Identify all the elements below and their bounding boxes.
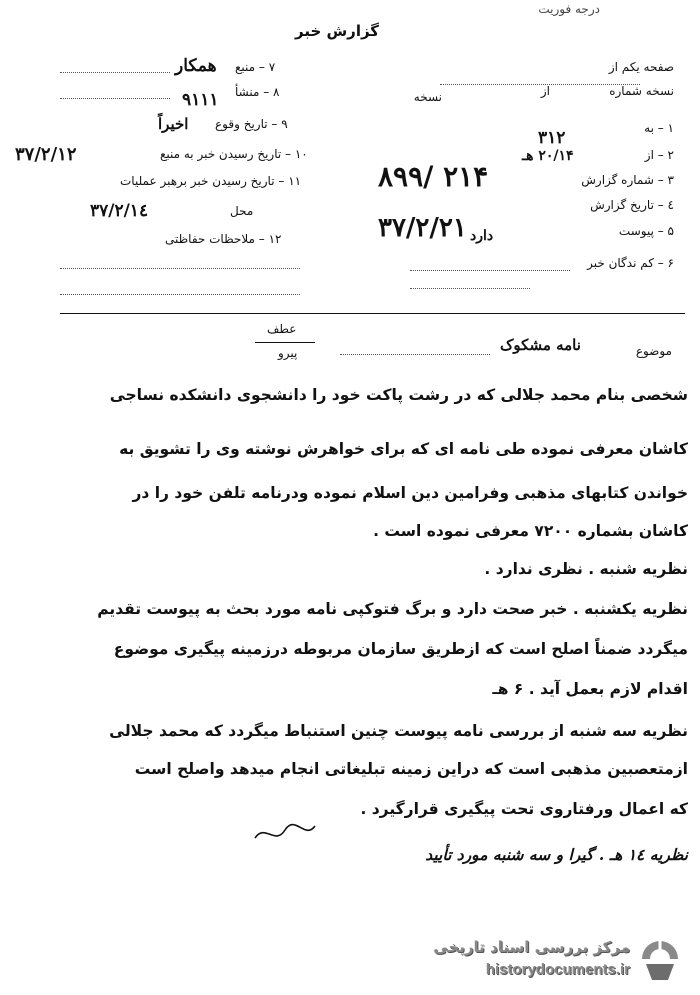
reference-divider [255, 342, 315, 343]
copy-of-label: از [540, 84, 550, 98]
field-7-label: ۷ – منبع [235, 60, 276, 74]
body-line-2: کاشان معرفی نموده طی نامه ای که برای خواهرش نوشته وی را تشویق به [119, 440, 688, 458]
body-line-7: میگردد ضمناً اصلح است که ازطریق سازمان مربوطه درزمینه پیگیری موضوع [113, 640, 688, 658]
field-5-label: ۵ – پیوست [618, 224, 674, 238]
field-8-value: ۹۱۱۱ [182, 90, 219, 110]
body-line-3: خواندن کتابهای مذهبی وفرامین دین اسلام نموده ودرنامه تلفن خود را در [132, 484, 688, 502]
field-7-dots [60, 72, 170, 73]
copy-number-label: نسخه شماره [609, 84, 674, 98]
field-8-dots [60, 98, 170, 99]
field-1-label: ۱ – به [644, 121, 674, 135]
follow-up-label: پیرو [278, 346, 298, 360]
field-2-label: ۲ – از [644, 148, 674, 162]
field-12-label: ۱۲ – ملاحظات حفاظتی [165, 232, 282, 246]
field-10-value: ۳۷/۲/۱۲ [15, 144, 77, 165]
field-4-label: ٤ – تاریخ گزارش [590, 198, 674, 212]
field-9-label: ۹ – تاریخ وقوع [215, 117, 288, 131]
watermark [418, 930, 688, 988]
field-3-value: ۸۹۹/ ۲۱۴ [378, 160, 489, 193]
field-10-label: ۱۰ – تاریخ رسیدن خبر به منبع [160, 147, 308, 161]
body-line-1: شخصی بنام محمد جلالی که در رشت پاکت خود را دانشجوی دانشکده نساجی [109, 386, 688, 404]
field-6-dots-2 [410, 288, 530, 289]
page-dots [440, 84, 640, 85]
section-divider [60, 313, 685, 314]
body-line-8: اقدام لازم بعمل آید . ۶ هـ [492, 680, 688, 698]
field-4-value: ۳۷/۲/۲۱ [378, 213, 467, 243]
copy-suffix-label: نسخه [413, 90, 442, 104]
body-line-11: که اعمال ورفتاروی تحت پیگیری قرارگیرد . [360, 800, 688, 818]
body-line-10: ازمتعصبین مذهبی است که دراین زمینه تبلیغاتی انجام میدهد واصلح است [134, 760, 688, 778]
subject-dots [340, 354, 490, 355]
body-line-5: نظریه شنبه . نظری ندارد . [484, 560, 688, 578]
body-line-12: نظریه ۱٤ هـ . گیرا و سه شنبه مورد تأیید [425, 845, 688, 864]
watermark-title: مرکز بررسی اسناد تاریخی [433, 938, 630, 956]
field-6-dots [410, 270, 570, 271]
field-12-dots [60, 268, 300, 269]
page-number-label: صفحه یکم از [608, 60, 674, 74]
subject-value: نامه مشکوک [500, 336, 581, 354]
body-line-9: نظریه سه شنبه از بررسی نامه پیوست چنین استنباط میگردد که محمد جلالی [109, 722, 688, 740]
field-11-label: ۱۱ – تاریخ رسیدن خبر برهبر عملیات [120, 174, 302, 188]
body-line-6: نظریه یکشنبه . خبر صحت دارد و برگ فتوکپی نامه مورد بحث به پیوست تقدیم [97, 600, 688, 618]
urgency-fragment: درجه فوریت [538, 2, 600, 16]
form-title: گزارش خبر [295, 22, 380, 40]
watermark-url: historydocuments.ir [485, 961, 630, 978]
field-3-label: ۳ – شماره گزارش [581, 173, 674, 187]
field-11-place-label: محل [230, 204, 254, 218]
subject-label: موضوع [635, 344, 672, 358]
field-12-dots-2 [60, 294, 300, 295]
field-11-value: ۳۷/۲/۱٤ [90, 201, 149, 221]
field-8-label: ۸ – منشأ [235, 85, 280, 99]
field-7-value: همکار [175, 56, 217, 76]
field-6-label: ۶ – کم ندگان خبر [587, 256, 674, 270]
field-9-value: اخیراً [158, 115, 189, 133]
archive-logo-icon [636, 934, 684, 984]
field-2-value: ۲۰/۱۴ هـ [522, 148, 574, 164]
body-line-4: کاشان بشماره ۷۲۰۰ معرفی نموده است . [373, 522, 688, 540]
field-5-value: دارد [470, 228, 494, 244]
reference-label: عطف [267, 322, 297, 336]
signature-icon [250, 818, 320, 848]
field-1-value: ۳۱۲ [538, 128, 566, 148]
